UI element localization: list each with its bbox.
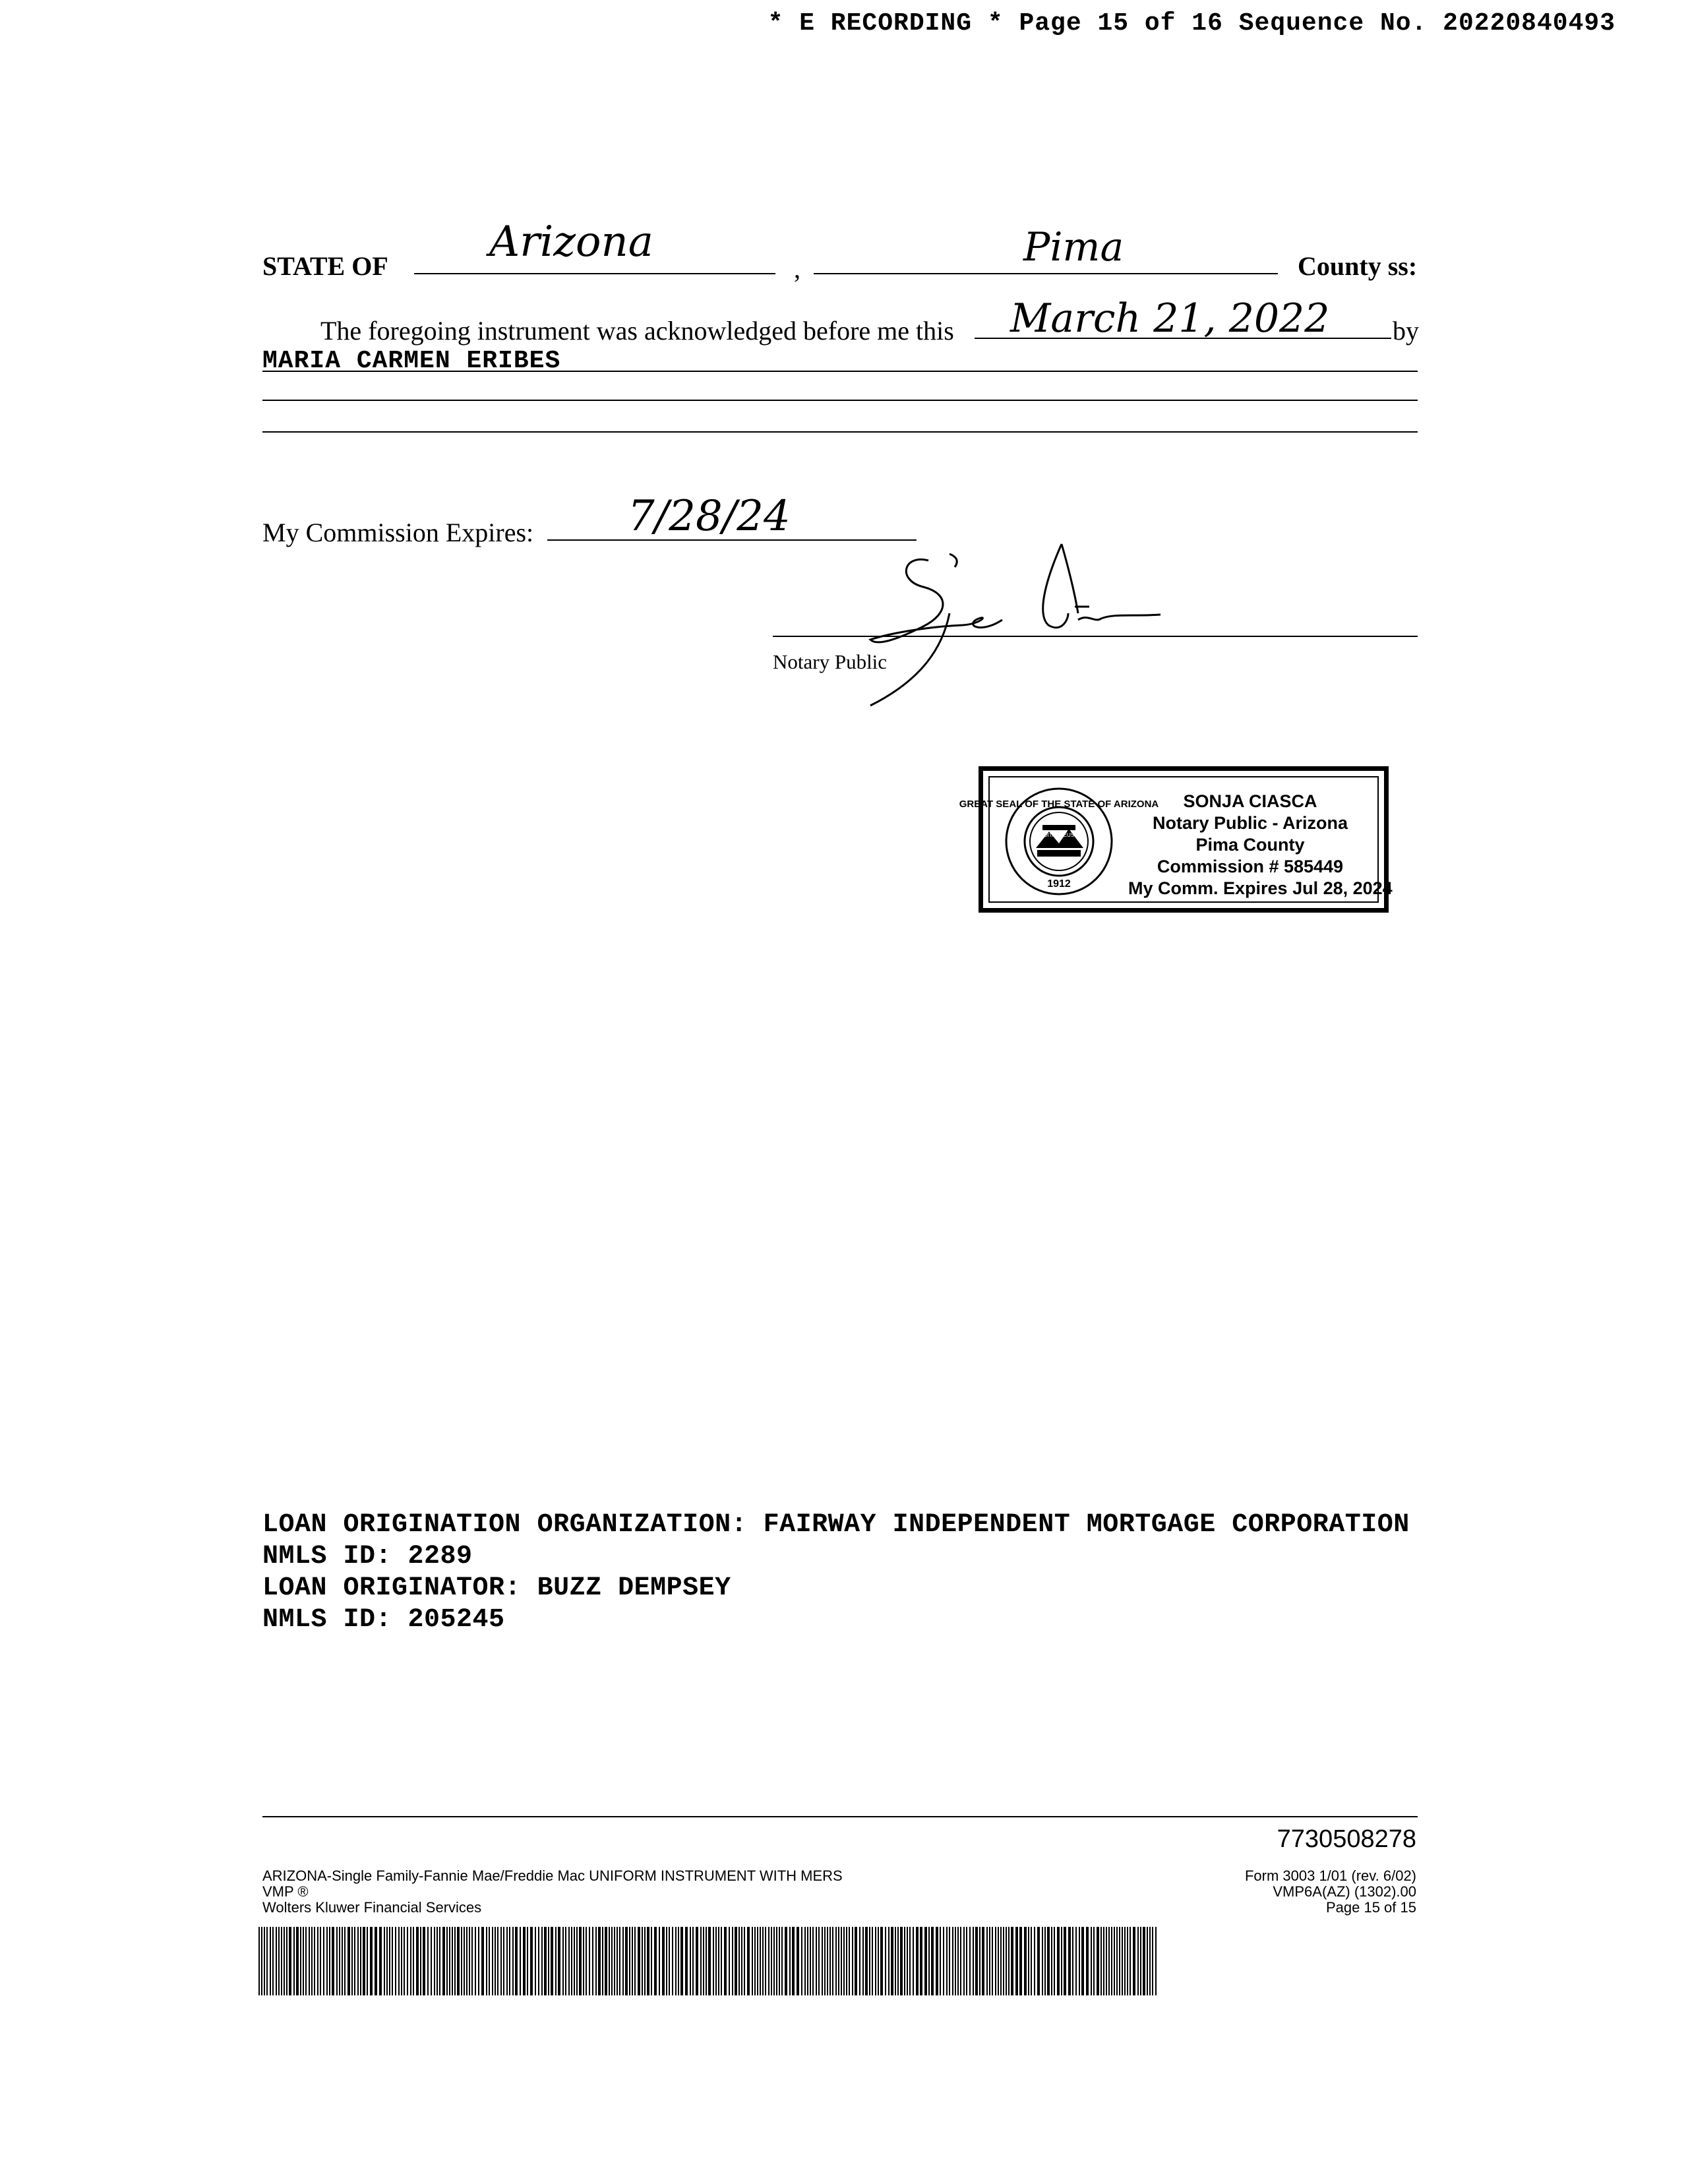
state-handwritten: Arizona	[489, 218, 653, 266]
loan-org-nmls: NMLS ID: 2289	[262, 1542, 473, 1571]
recording-header: * E RECORDING * Page 15 of 16 Sequence No. 20220840493	[768, 9, 1615, 38]
seal-motto: DITAT DEUS	[1043, 832, 1075, 838]
stamp-title: Notary Public - Arizona	[1152, 813, 1348, 833]
arizona-seal-icon	[959, 785, 1159, 897]
loan-org-line: LOAN ORIGINATION ORGANIZATION: FAIRWAY INDEPENDENT MORTGAGE CORPORATION	[262, 1510, 1410, 1540]
loan-originator-line: LOAN ORIGINATOR: BUZZ DEMPSEY	[262, 1573, 731, 1603]
form-title: ARIZONA-Single Family-Fannie Mae/Freddie Mac UNIFORM INSTRUMENT WITH MERS	[262, 1867, 843, 1884]
seal-year: 1912	[1047, 878, 1071, 890]
stamp-expires: My Comm. Expires Jul 28, 2024	[1128, 878, 1393, 898]
county-underline	[814, 273, 1278, 274]
commission-label: My Commission Expires:	[262, 518, 534, 547]
loan-number: 7730508278	[1277, 1825, 1416, 1853]
name-underline-3	[262, 431, 1418, 433]
state-underline	[414, 273, 775, 274]
seal-text-top: GREAT SEAL OF THE STATE OF ARIZONA	[959, 799, 1159, 810]
by-label: by	[1393, 316, 1419, 346]
notary-stamp	[959, 766, 1393, 913]
stamp-commission: Commission # 585449	[1157, 857, 1344, 876]
name-underline-1	[262, 371, 1418, 372]
loan-originator-nmls: NMLS ID: 205245	[262, 1605, 505, 1635]
vmp-label: VMP ®	[262, 1883, 309, 1900]
commission-handwritten: 7/28/24	[628, 492, 791, 541]
notary-public-label: Notary Public	[773, 650, 888, 673]
stamp-county: Pima County	[1195, 835, 1305, 855]
comma: ,	[794, 254, 800, 284]
notary-signature	[851, 541, 1167, 712]
stamp-text-block	[1128, 791, 1393, 899]
form-number: Form 3003 1/01 (rev. 6/02)	[1244, 1867, 1416, 1884]
county-handwritten: Pima	[1023, 224, 1124, 270]
name-underline-2	[262, 400, 1418, 401]
barcode-icon	[258, 1927, 1158, 1995]
publisher: Wolters Kluwer Financial Services	[262, 1899, 482, 1916]
footer-rule	[262, 1816, 1418, 1817]
county-ss-label: County ss:	[1298, 251, 1418, 281]
stamp-notary-name: SONJA CIASCA	[1183, 791, 1317, 811]
foregoing-text: The foregoing instrument was acknowledged before me this	[320, 316, 954, 346]
date-handwritten: March 21, 2022	[1010, 295, 1330, 342]
signer-name: MARIA CARMEN ERIBES	[262, 347, 561, 375]
form-code: VMP6A(AZ) (1302).00	[1273, 1883, 1416, 1900]
footer-page-label: Page 15 of 15	[1325, 1899, 1416, 1916]
state-of-label: STATE OF	[262, 251, 388, 281]
